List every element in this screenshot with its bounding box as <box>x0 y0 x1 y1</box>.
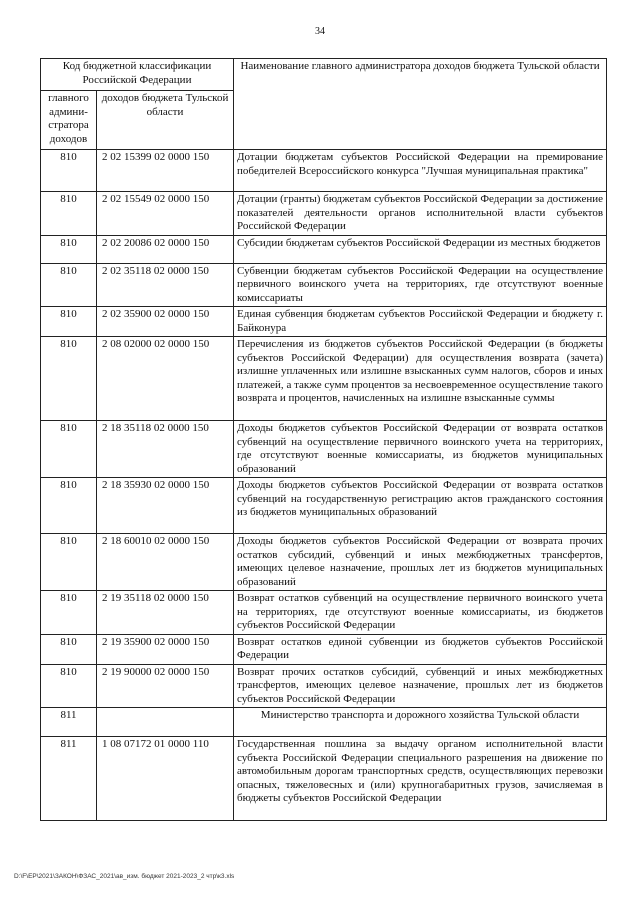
income-name-cell: Дотации бюджетам субъектов Российской Федерации на премирование победителей Всероссийского конкурса "Лучшая муниципальная практика" <box>234 150 607 192</box>
admin-code-cell: 810 <box>41 150 97 192</box>
admin-code-cell: 810 <box>41 235 97 263</box>
income-code-cell <box>97 708 234 737</box>
income-code-cell: 2 08 02000 02 0000 150 <box>97 337 234 421</box>
table-row <box>41 337 607 421</box>
footer-file-path: D:\F\ЕР\2021\ЗАКОН\ФЗАС_2021\ав_изм. бюджет 2021-2023_2 чтр\к3.xls <box>14 873 235 880</box>
subheader-budget-income: доходов бюджета Тульской области <box>97 91 234 150</box>
table-row <box>41 150 607 192</box>
income-code-cell: 2 02 15549 02 0000 150 <box>97 192 234 236</box>
admin-code-cell: 810 <box>41 337 97 421</box>
table-row <box>41 307 607 337</box>
income-name-cell: Доходы бюджетов субъектов Российской Федерации от возврата остатков субвенций на государственную регистрацию актов гражданского состояния из бюджетов муниципальных образований <box>234 478 607 534</box>
table-row <box>41 634 607 664</box>
header-code-classification: Код бюджетной классификации Российской Федерации <box>41 59 234 91</box>
income-code-cell: 2 02 20086 02 0000 150 <box>97 235 234 263</box>
admin-code-cell: 810 <box>41 192 97 236</box>
table-row <box>41 235 607 263</box>
income-name-cell: Государственная пошлина за выдачу органом исполнительной власти субъекта Российской Федерации специального разрешения на движение по автомобильным дорогам транспортных средств, осуществляющих перевозки опасных, тяжеловесных и (или) крупногабаритных грузов, зачисляемая в бюджеты субъектов Российской Федерации <box>234 737 607 821</box>
admin-code-cell: 810 <box>41 591 97 635</box>
income-name-cell: Доходы бюджетов субъектов Российской Федерации от возврата остатков субвенций на осуществление первичного воинского учета на территориях, где отсутствуют военные комиссариаты, из бюджетов муниципальных образований <box>234 421 607 478</box>
income-name-cell: Единая субвенция бюджетам субъектов Российской Федерации и бюджету г. Байконура <box>234 307 607 337</box>
income-name-cell: Субвенции бюджетам субъектов Российской Федерации на осуществление первичного воинского учета на территориях, где отсутствуют военные комиссариаты <box>234 263 607 307</box>
admin-code-cell: 810 <box>41 263 97 307</box>
header-admin-name: Наименование главного администратора доходов бюджета Тульской области <box>234 59 607 150</box>
table-row <box>41 664 607 708</box>
table-row <box>41 591 607 635</box>
income-name-cell: Субсидии бюджетам субъектов Российской Федерации из местных бюджетов <box>234 235 607 263</box>
income-code-cell: 2 18 60010 02 0000 150 <box>97 534 234 591</box>
income-code-cell: 2 19 35118 02 0000 150 <box>97 591 234 635</box>
income-name-cell: Возврат остатков единой субвенции из бюджетов субъектов Российской Федерации <box>234 634 607 664</box>
table-row <box>41 478 607 534</box>
income-code-cell: 1 08 07172 01 0000 110 <box>97 737 234 821</box>
page-number: 34 <box>315 26 325 37</box>
table-row <box>41 534 607 591</box>
budget-revenue-table <box>40 58 607 821</box>
income-code-cell: 2 02 35900 02 0000 150 <box>97 307 234 337</box>
income-name-cell: Министерство транспорта и дорожного хозяйства Тульской области <box>234 708 607 737</box>
income-code-cell: 2 18 35118 02 0000 150 <box>97 421 234 478</box>
admin-code-cell: 810 <box>41 534 97 591</box>
subheader-main-admin: главного админи-стратора доходов <box>41 91 97 150</box>
table-row <box>41 737 607 821</box>
income-code-cell: 2 19 35900 02 0000 150 <box>97 634 234 664</box>
admin-code-cell: 811 <box>41 708 97 737</box>
admin-code-cell: 810 <box>41 634 97 664</box>
table-row <box>41 708 607 737</box>
income-name-cell: Доходы бюджетов субъектов Российской Федерации от возврата прочих остатков субсидий, субвенций и иных межбюджетных трансфертов, имеющих целевое назначение, прошлых лет из бюджетов муниципальных образований <box>234 534 607 591</box>
income-name-cell: Возврат остатков субвенций на осуществление первичного воинского учета на территориях, где отсутствуют военные комиссариаты, из бюджетов субъектов Российской Федерации <box>234 591 607 635</box>
income-name-cell: Дотации (гранты) бюджетам субъектов Российской Федерации за достижение показателей деятельности органов исполнительной власти субъектов Российской Федерации <box>234 192 607 236</box>
admin-code-cell: 810 <box>41 307 97 337</box>
admin-code-cell: 810 <box>41 664 97 708</box>
income-code-cell: 2 02 15399 02 0000 150 <box>97 150 234 192</box>
income-code-cell: 2 19 90000 02 0000 150 <box>97 664 234 708</box>
income-name-cell: Возврат прочих остатков субсидий, субвенций и иных межбюджетных трансфертов, имеющих целевое назначение, прошлых лет из бюджетов субъектов Российской Федерации <box>234 664 607 708</box>
income-code-cell: 2 02 35118 02 0000 150 <box>97 263 234 307</box>
income-name-cell: Перечисления из бюджетов субъектов Российской Федерации (в бюджеты субъектов Российской Федерации) для осуществления возврата (зачета) излишне уплаченных или излишне взысканных сумм налогов, сборов и иных платежей, а также сумм процентов за несвоевременное осуществление такого возврата и процентов, начисленных на излишне взысканные суммы <box>234 337 607 421</box>
table-row <box>41 421 607 478</box>
income-code-cell: 2 18 35930 02 0000 150 <box>97 478 234 534</box>
admin-code-cell: 810 <box>41 478 97 534</box>
table-row <box>41 192 607 236</box>
table-row <box>41 263 607 307</box>
admin-code-cell: 811 <box>41 737 97 821</box>
admin-code-cell: 810 <box>41 421 97 478</box>
